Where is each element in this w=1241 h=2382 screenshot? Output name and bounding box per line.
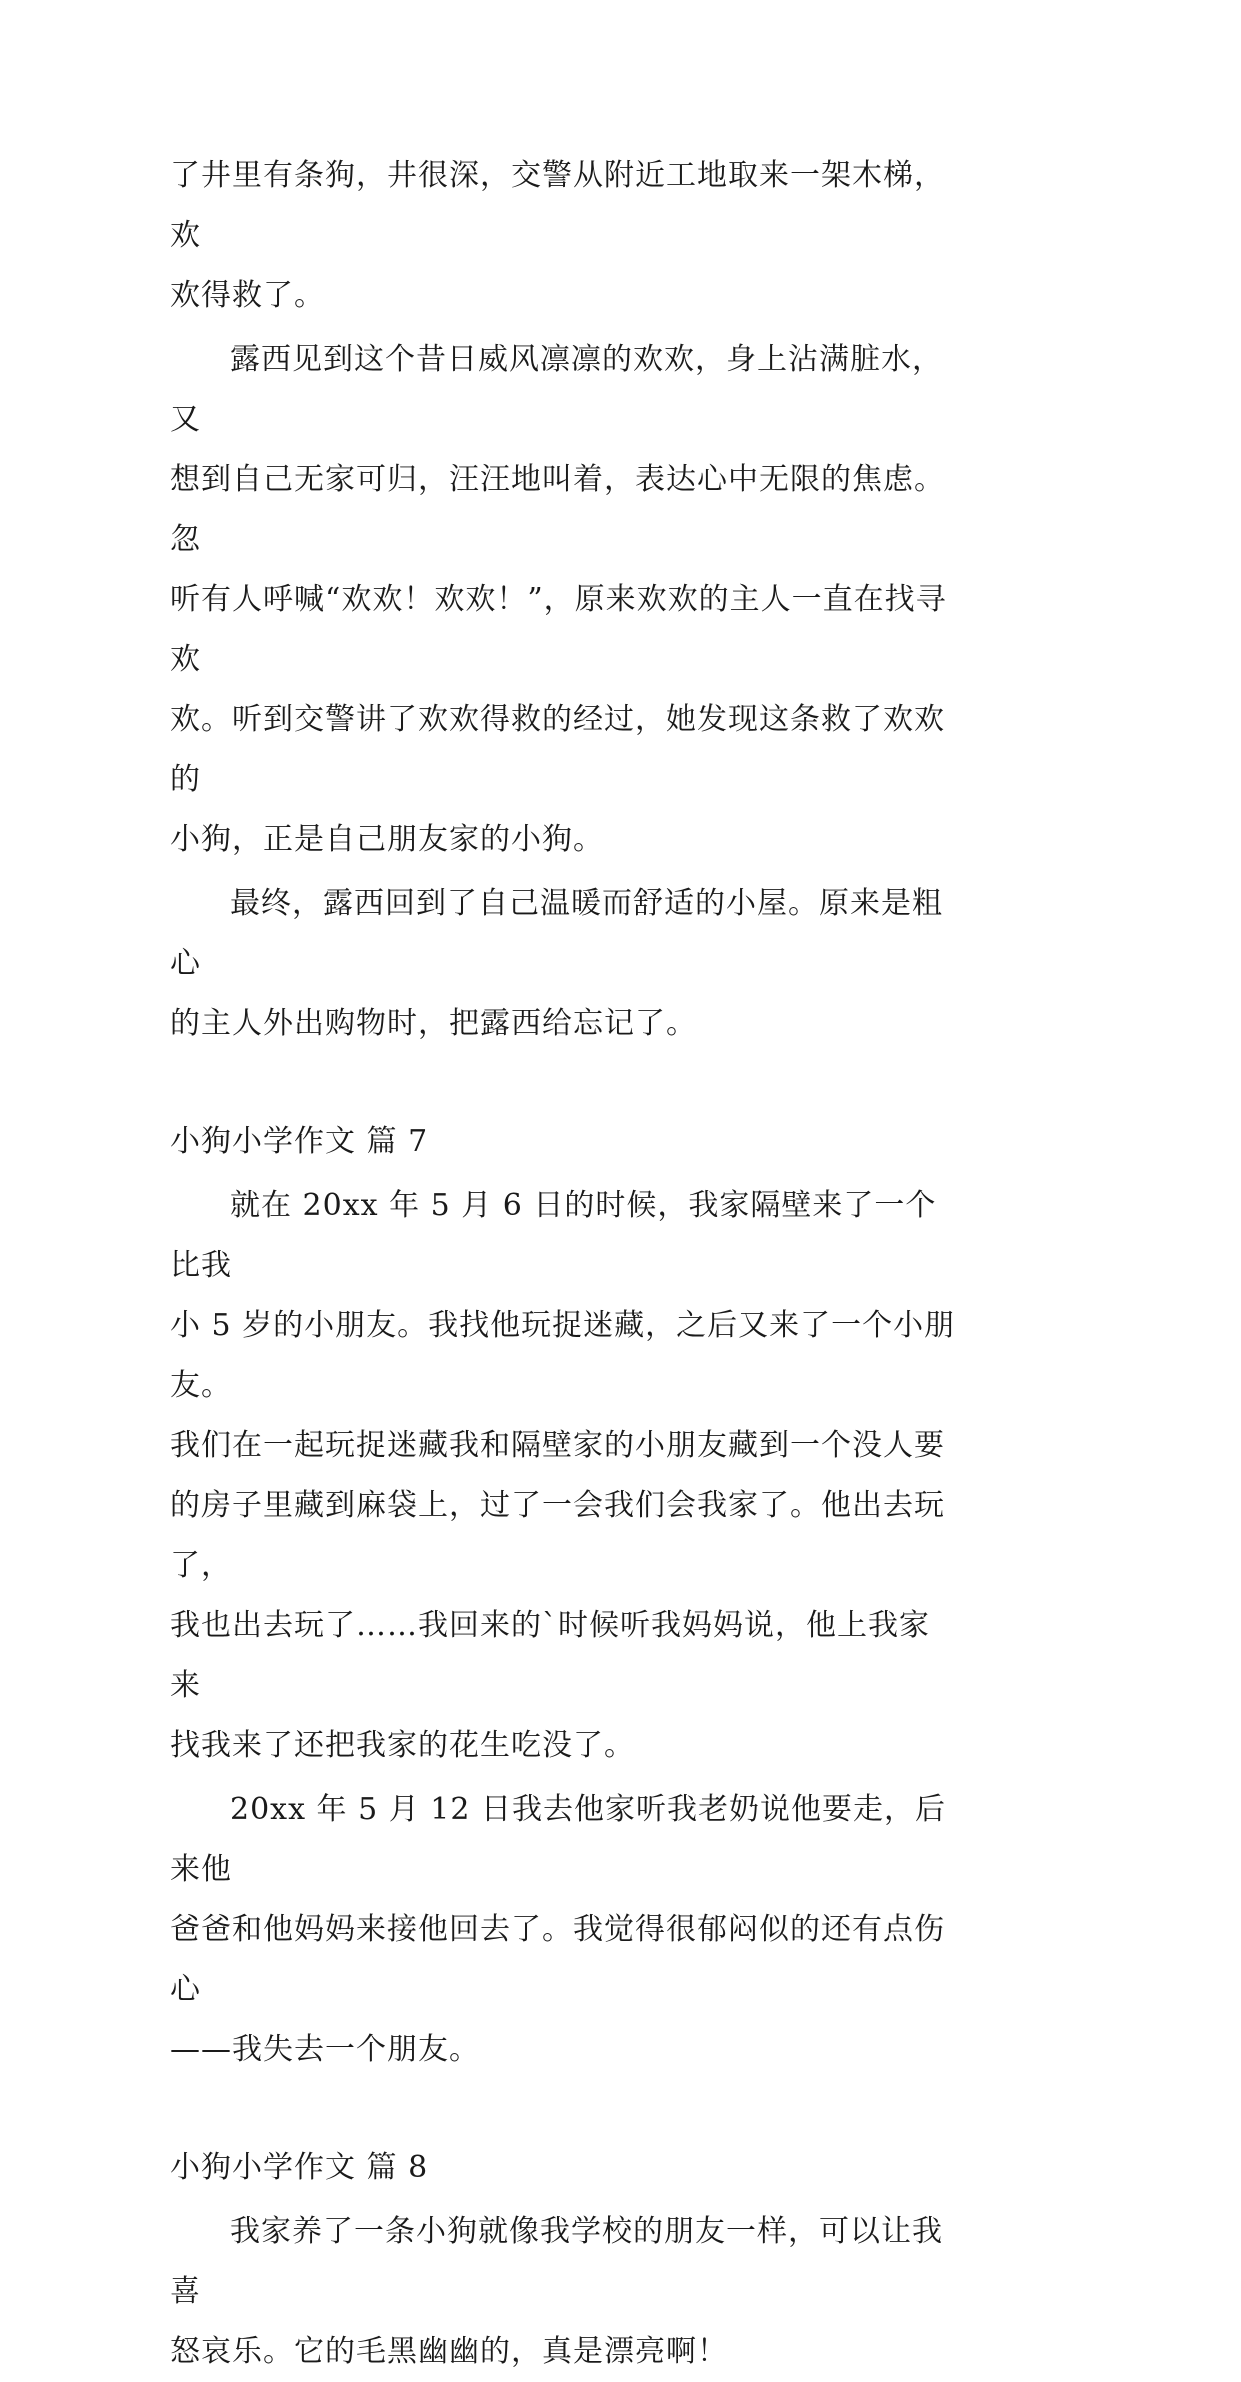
paragraph-4: 就在 20xx 年 5 月 6 日的时候，我家隔壁来了一个比我 小 5 岁的小朋友。我找他玩捉迷藏，之后又来了一个小朋友。 我们在一起玩捉迷藏我和隔壁家的小朋友藏到一个没人要 的房子里藏到麻袋上，过了一会我们会我家了。他出去玩了， 我也出去玩了……我回来的`时候听我妈妈说，他上我家来 找我来了还把我家的花生吃没了。 bbox=[170, 1188, 956, 1763]
document-body bbox=[170, 146, 960, 2382]
paragraph-5: 20xx 年 5 月 12 日我去他家听我老奶说他要走，后来他 爸爸和他妈妈来接他回去了。我觉得很郁闷似的还有点伤心 ——我失去一个朋友。 bbox=[170, 1792, 946, 2067]
section-heading-8: 小狗小学作文 篇 8 bbox=[170, 2150, 429, 2185]
paragraph-1: 了井里有条狗，井很深，交警从附近工地取来一架木梯，欢 欢得救了。 bbox=[170, 158, 945, 313]
paragraph-6: 我家养了一条小狗就像我学校的朋友一样，可以让我喜 怒哀乐。它的毛黑幽幽的，真是漂亮啊！ bbox=[170, 2214, 943, 2369]
paragraph-2: 露西见到这个昔日威风凛凛的欢欢，身上沾满脏水，又 想到自己无家可归，汪汪地叫着，表达心中无限的焦虑。忽 听有人呼喊“欢欢！欢欢！”，原来欢欢的主人一直在找寻欢 欢。听到交警讲了欢欢得救的经过，她发现这条救了欢欢的 小狗，正是自己朋友家的小狗。 bbox=[170, 342, 947, 857]
paragraph-3: 最终，露西回到了自己温暖而舒适的小屋。原来是粗心 的主人外出购物时，把露西给忘记了。 bbox=[170, 886, 943, 1041]
section-heading-7: 小狗小学作文 篇 7 bbox=[170, 1124, 429, 1159]
